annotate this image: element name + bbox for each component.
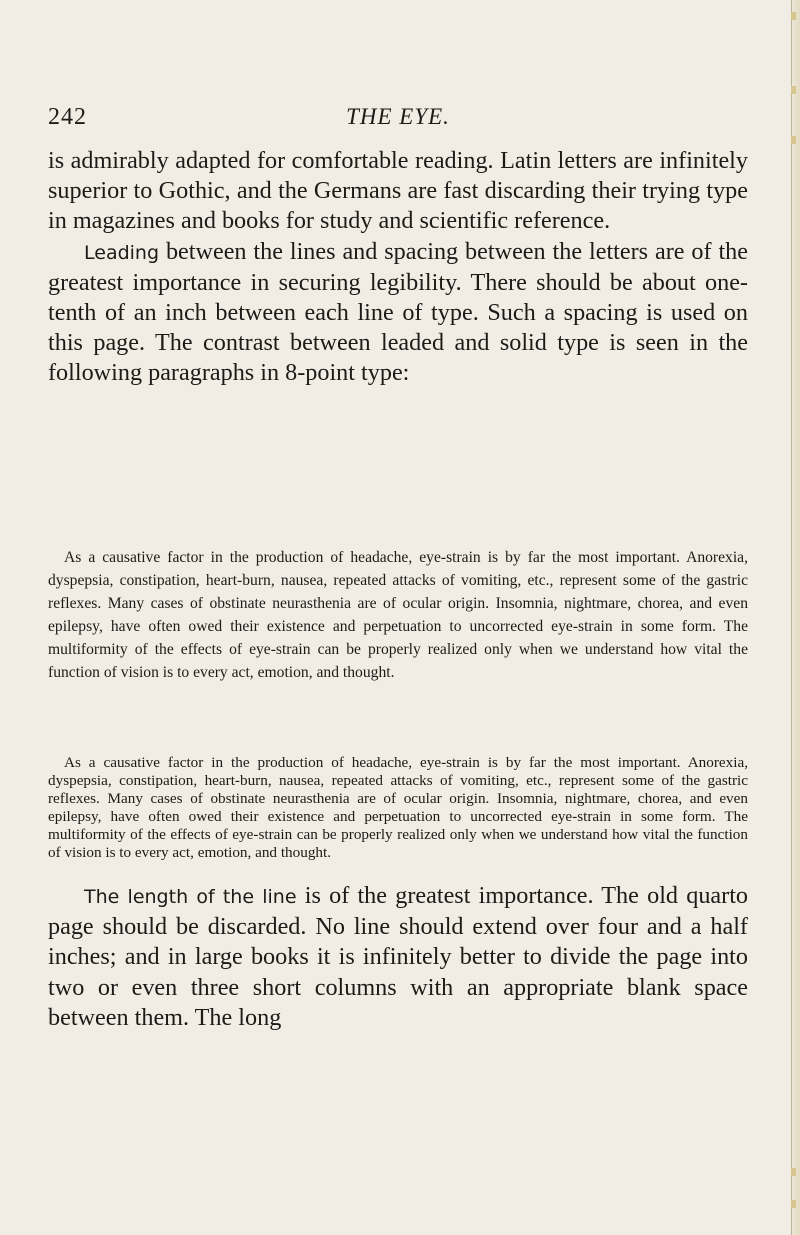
page-edge-mark [791, 12, 796, 20]
line-length-text: is of the greatest importance. The old quarto page should be discarded. No line should extend over four and a half inches; and in large books it is infinitely better to divide the page into two or even three short columns with an appropriate blank space between them. The long [48, 882, 749, 1031]
body-text-top [48, 146, 748, 389]
leaded-type-sample: As a causative factor in the production of headache, eye-strain is by far the most important. Anorexia, dyspepsia, constipation, heart-burn, nausea, repeated attacks of vomiting, etc., represent some of the gastric reflexes. Many cases of obstinate neurasthenia are of ocular origin. Insomnia, nightmare, chorea, and even epilepsy, have often owed their existence and perpetuation to uncorrected eye-strain in some form. The multiformity of the effects of eye-strain can be properly realized only when we understand how vital the function of vision is to every act, emotion, and thought. [48, 549, 748, 681]
page-edge-mark [791, 1168, 796, 1176]
leading-run-in: Leading [84, 241, 160, 264]
page-edge-mark [791, 1200, 796, 1208]
solid-type-sample: As a causative factor in the production of headache, eye-strain is by far the most important. Anorexia, dyspepsia, constipation, heart-burn, nausea, repeated attacks of vomiting, etc., represent some of the gastric reflexes. Many cases of obstinate neurasthenia are of ocular origin. Insomnia, nightmare, chorea, and even epilepsy, have often owed their existence and perpetuation to uncorrected eye-strain in some form. The multiformity of the effects of eye-strain can be properly realized only when we understand how vital the function of vision is to every act, emotion, and thought. [48, 754, 748, 861]
line-length-run-in: The length of the line [84, 886, 297, 908]
running-head: THE EYE. [346, 104, 450, 129]
leading-text: between the lines and spacing between the letters are of the greatest importance in securing legibility. There should be about one-tenth of an inch between each line of type. Such a spacing is used on this page. The contrast between leaded and solid type is seen in the following paragraphs in 8-point type: [48, 237, 749, 387]
page-header [48, 104, 748, 134]
body-text-bottom [48, 881, 748, 1033]
paragraph-line-length [48, 881, 748, 1033]
paragraph-intro: is admirably adapted for comfortable reading. Latin letters are infinitely superior to Gothic, and the Germans are fast discarding their trying type in magazines and books for study and scientific reference. [48, 147, 748, 235]
page-edge-mark [791, 136, 796, 144]
page-number: 242 [48, 104, 87, 130]
page-edge-mark [791, 86, 796, 94]
paragraph-leading [48, 237, 748, 389]
page-edge-line [791, 0, 792, 1235]
